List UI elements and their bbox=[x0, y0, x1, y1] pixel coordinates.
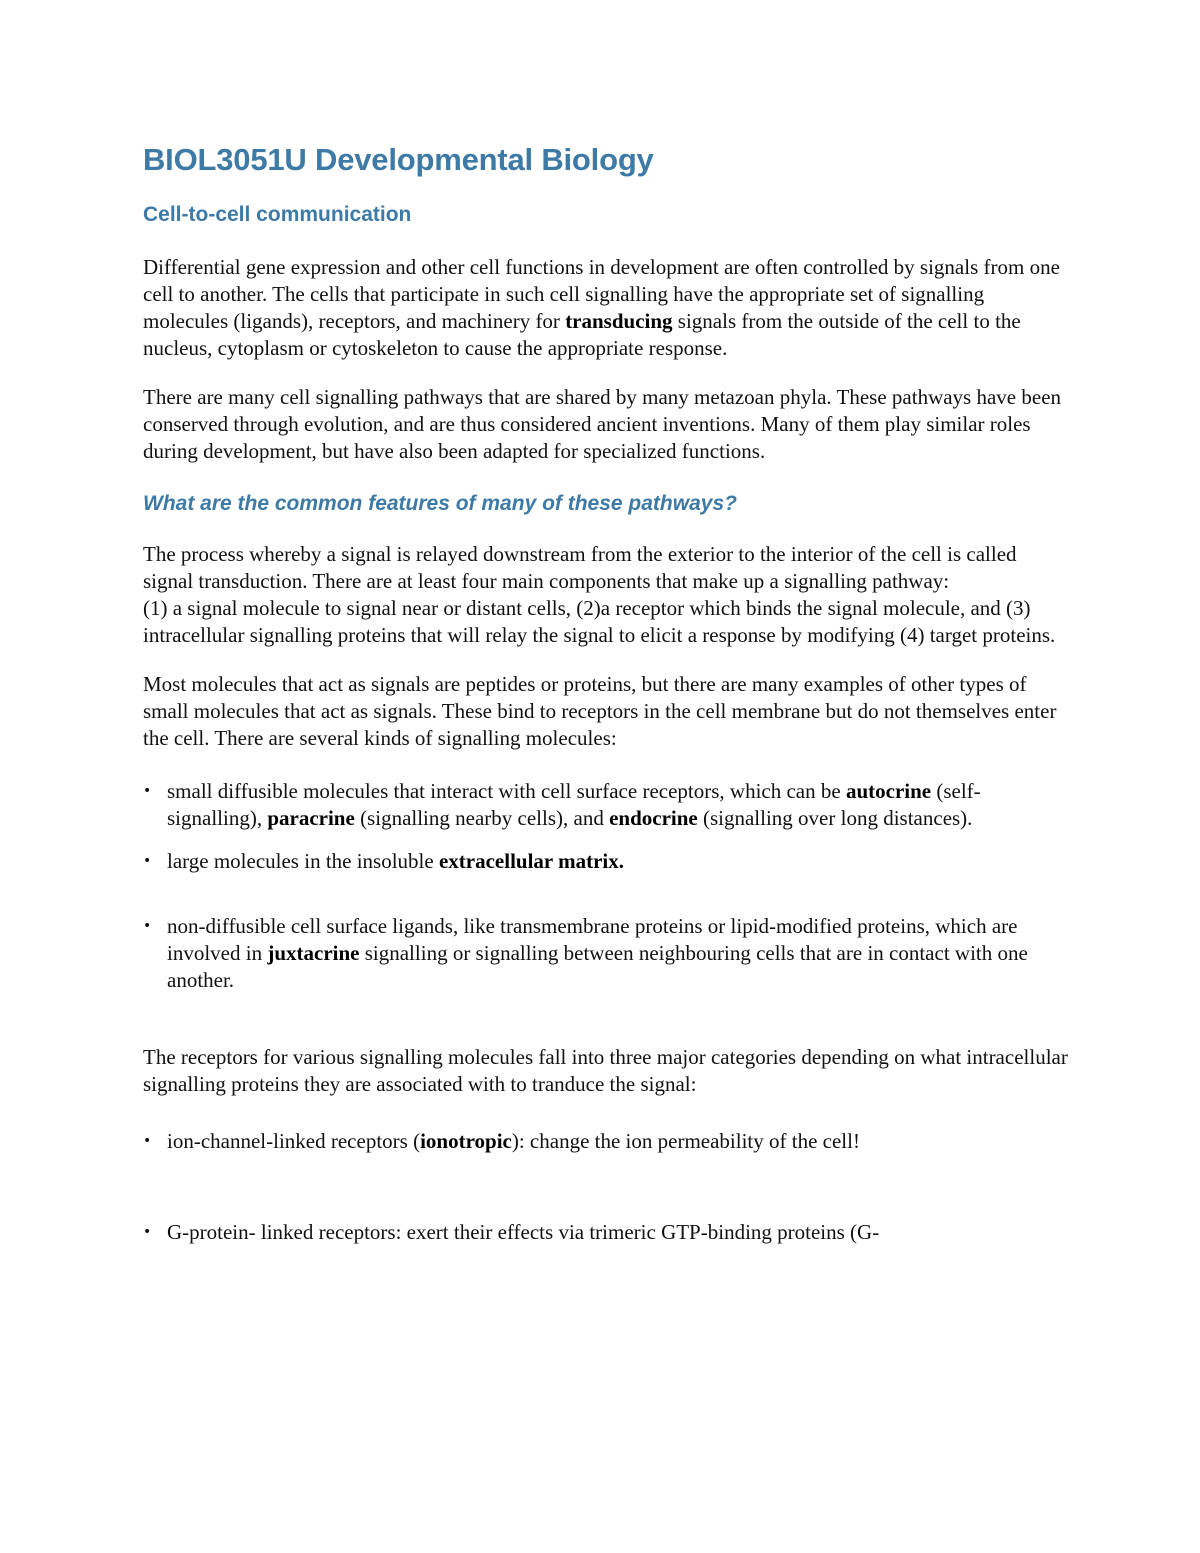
paragraph-intro: Differential gene expression and other cell functions in development are often controlled by signals from one cell to another. The cells that participate in such cell signalling have the appropriate set of signalling molecules (ligands), receptors, and machinery for transducing signals from the outside of the cell to the nucleus, cytoplasm or cytoskeleton to cause the appropriate response. bbox=[143, 255, 1060, 360]
term-juxtacrine: juxtacrine bbox=[267, 941, 360, 965]
document-body bbox=[143, 140, 1068, 1246]
receptor-list bbox=[143, 1128, 1068, 1246]
list-item: • large molecules in the insoluble extracellular matrix. bbox=[143, 849, 625, 873]
list-item: • ion-channel-linked receptors (ionotropic): change the ion permeability of the cell! bbox=[143, 1129, 860, 1153]
molecule-list bbox=[143, 778, 1068, 994]
term-transducing: transducing bbox=[565, 309, 673, 333]
bullet-icon: • bbox=[143, 1133, 152, 1149]
list-item: • G-protein- linked receptors: exert their effects via trimeric GTP-binding proteins (G- bbox=[143, 1220, 880, 1244]
list-item: • non-diffusible cell surface ligands, like transmembrane proteins or lipid-modified proteins, which are involved in juxtacrine signalling or signalling between neighbouring cells that are in contact with one another. bbox=[143, 914, 1028, 992]
question-heading: What are the common features of many of these pathways? bbox=[143, 492, 737, 515]
bullet-icon: • bbox=[143, 853, 152, 869]
bullet-icon: • bbox=[143, 918, 152, 934]
list-item: • small diffusible molecules that interact with cell surface receptors, which can be autocrine (self-signalling), paracrine (signalling nearby cells), and endocrine (signalling over long distances). bbox=[143, 779, 981, 830]
paragraph-signal-molecules: Most molecules that act as signals are peptides or proteins, but there are many examples of other types of small molecules that act as signals. These bind to receptors in the cell membrane but do not themselves enter the cell. There are several kinds of signalling molecules: bbox=[143, 672, 1057, 750]
term-ionotropic: ionotropic bbox=[420, 1129, 512, 1153]
section-heading: Cell-to-cell communication bbox=[143, 203, 412, 226]
term-paracrine: paracrine bbox=[267, 806, 355, 830]
bullet-icon: • bbox=[143, 783, 152, 799]
paragraph-components: (1) a signal molecule to signal near or distant cells, (2)a receptor which binds the signal molecule, and (3) intracellular signalling proteins that will relay the signal to elicit a response by modifying (4) target proteins. bbox=[143, 596, 1056, 647]
paragraph-signal-transduction: The process whereby a signal is relayed downstream from the exterior to the interior of the cell is called signal transduction. There are at least four main components that make up a signalling pathway: bbox=[143, 542, 1017, 593]
paragraph-receptors: The receptors for various signalling molecules fall into three major categories depending on what intracellular signalling proteins they are associated with to tranduce the signal: bbox=[143, 1045, 1068, 1096]
document-title: BIOL3051U Developmental Biology bbox=[143, 142, 654, 177]
paragraph-pathways: There are many cell signalling pathways that are shared by many metazoan phyla. These pathways have been conserved through evolution, and are thus considered ancient inventions. Many of them play similar roles during development, but have also been adapted for specialized functions. bbox=[143, 385, 1062, 463]
term-extracellular-matrix: extracellular matrix. bbox=[438, 849, 625, 873]
bullet-icon: • bbox=[143, 1224, 152, 1240]
term-endocrine: endocrine bbox=[609, 806, 698, 830]
term-autocrine: autocrine bbox=[845, 779, 932, 803]
